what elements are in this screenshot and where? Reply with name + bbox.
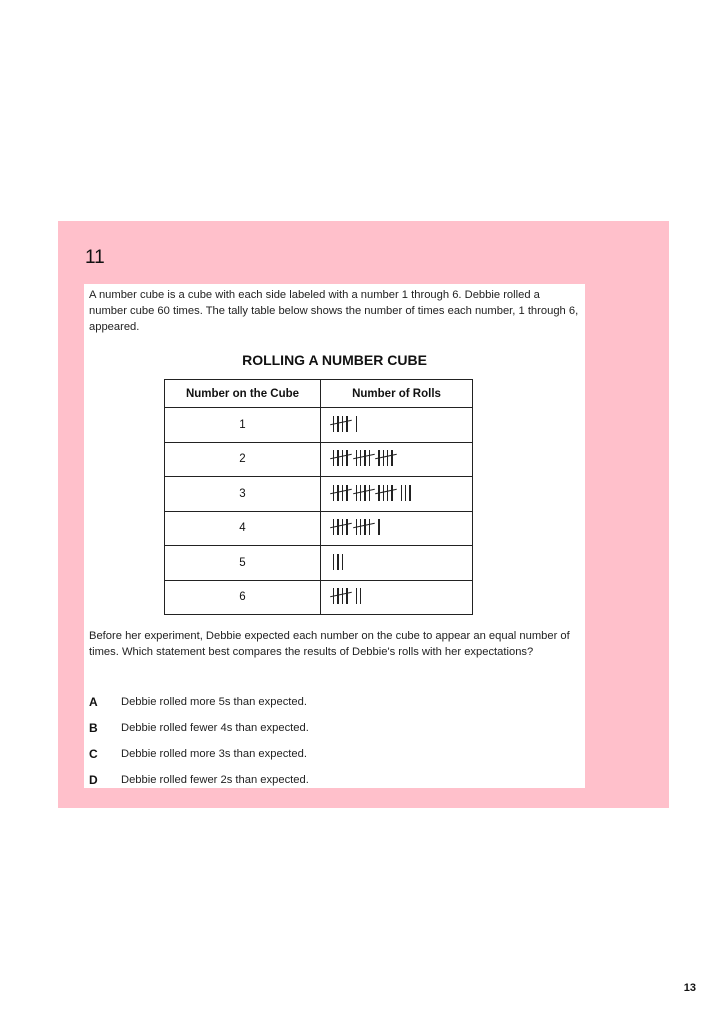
table-header-row [165, 380, 473, 408]
choice-text: Debbie rolled more 3s than expected. [121, 748, 307, 760]
tally-stroke [337, 588, 338, 604]
choice-text: Debbie rolled fewer 4s than expected. [121, 722, 309, 734]
cube-number: 6 [165, 580, 321, 615]
tally-group-of-five [378, 485, 393, 501]
tally-remainder [356, 588, 362, 604]
tally-stroke [369, 519, 370, 535]
choice-letter: D [89, 773, 98, 787]
tally-stroke [378, 519, 379, 535]
tally-group-of-five [333, 519, 348, 535]
tally-cell [321, 442, 473, 477]
tally-stroke [342, 588, 343, 604]
cube-number: 4 [165, 511, 321, 546]
tally-remainder [356, 416, 357, 432]
tally-stroke [342, 416, 343, 432]
tally-stroke [387, 485, 388, 501]
question-card [84, 284, 585, 788]
tally-remainder [378, 519, 379, 535]
choice-text: Debbie rolled fewer 2s than expected. [121, 774, 309, 786]
question-number: 11 [85, 247, 105, 268]
tally-stroke [387, 450, 388, 466]
tally-cell [321, 546, 473, 581]
choice-letter: A [89, 695, 98, 709]
choice-text: Debbie rolled more 5s than expected. [121, 696, 307, 708]
header-number-on-cube: Number on the Cube [165, 380, 321, 408]
tally-stroke [356, 416, 357, 432]
tally-stroke [342, 519, 343, 535]
tally-stroke [391, 485, 392, 501]
tally-cell [321, 408, 473, 443]
tally-remainder [333, 554, 343, 570]
tally-marks [333, 587, 369, 605]
tally-marks [333, 449, 401, 467]
choice-b[interactable] [89, 715, 579, 741]
tally-stroke [360, 588, 361, 604]
table-row [165, 546, 473, 581]
tally-stroke [346, 485, 347, 501]
table-row [165, 477, 473, 512]
cube-number: 3 [165, 477, 321, 512]
table-row [165, 511, 473, 546]
tally-stroke [401, 485, 402, 501]
choice-d[interactable] [89, 767, 579, 793]
tally-marks [333, 518, 388, 536]
tally-stroke [333, 554, 334, 570]
tally-stroke [369, 450, 370, 466]
choice-c[interactable] [89, 741, 579, 767]
table-row [165, 408, 473, 443]
tally-stroke [356, 588, 357, 604]
tally-stroke [337, 519, 338, 535]
choice-letter: B [89, 721, 98, 735]
tally-stroke [369, 485, 370, 501]
tally-group-of-five [333, 588, 348, 604]
tally-stroke [391, 450, 392, 466]
tally-marks [333, 415, 365, 433]
tally-group-of-five [333, 450, 348, 466]
tally-stroke [409, 485, 410, 501]
page-number: 13 [683, 982, 696, 994]
tally-stroke [337, 450, 338, 466]
tally-cell [321, 477, 473, 512]
cube-number: 5 [165, 546, 321, 581]
tally-stroke [342, 485, 343, 501]
intro-text: A number cube is a cube with each side labeled with a number 1 through 6. Debbie rolled a number cube 60 times. The tally table below shows the number of times each number, 1 through 6, appeared. [89, 289, 579, 333]
tally-stroke [360, 450, 361, 466]
tally-group-of-five [356, 519, 371, 535]
tally-cell [321, 580, 473, 615]
choice-a[interactable] [89, 689, 579, 715]
tally-stroke [364, 519, 365, 535]
tally-marks [333, 484, 419, 502]
tally-cell [321, 511, 473, 546]
table-row [165, 580, 473, 615]
tally-stroke [346, 450, 347, 466]
table-title: ROLLING A NUMBER CUBE [242, 352, 427, 368]
tally-stroke [383, 450, 384, 466]
followup-question: Before her experiment, Debbie expected each number on the cube to appear an equal number of times. Which statement best compares the results of Debbie's rolls with her expectations? [89, 630, 570, 658]
cube-number: 1 [165, 408, 321, 443]
table-row [165, 442, 473, 477]
answer-choices [89, 689, 579, 793]
tally-remainder [401, 485, 411, 501]
tally-stroke [342, 450, 343, 466]
tally-stroke [364, 485, 365, 501]
tally-stroke [364, 450, 365, 466]
tally-stroke [337, 554, 338, 570]
tally-stroke [346, 588, 347, 604]
tally-group-of-five [356, 485, 371, 501]
choice-letter: C [89, 747, 98, 761]
tally-stroke [405, 485, 406, 501]
tally-stroke [346, 416, 347, 432]
tally-group-of-five [333, 416, 348, 432]
tally-table [164, 379, 473, 615]
tally-marks [333, 553, 351, 571]
tally-stroke [342, 554, 343, 570]
tally-stroke [360, 519, 361, 535]
tally-group-of-five [333, 485, 348, 501]
cube-number: 2 [165, 442, 321, 477]
tally-stroke [346, 519, 347, 535]
tally-group-of-five [356, 450, 371, 466]
header-number-of-rolls: Number of Rolls [321, 380, 473, 408]
tally-group-of-five [378, 450, 393, 466]
